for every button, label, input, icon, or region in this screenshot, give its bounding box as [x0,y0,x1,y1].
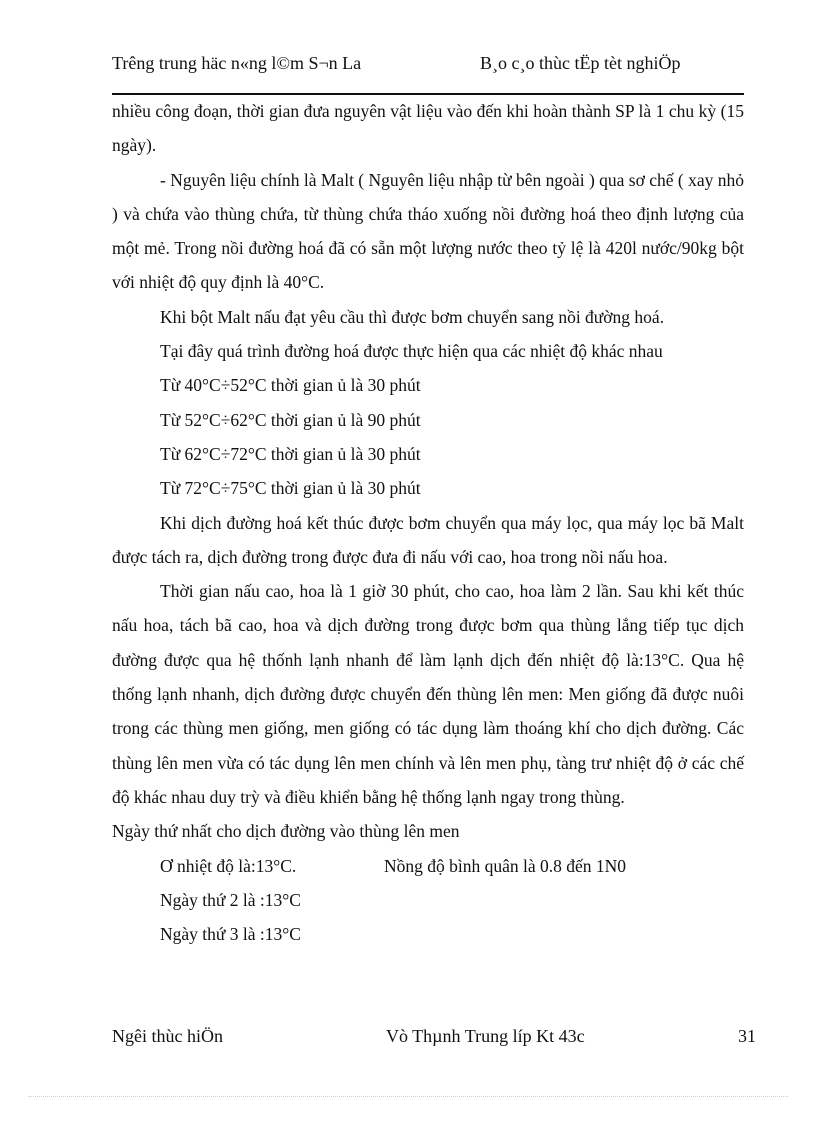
paragraph-hop-boiling: Thời gian nấu cao, hoa là 1 giờ 30 phút, cho cao, hoa làm 2 lần. Sau khi kết thúc nấu hoa, tách bã cao, hoa và dịch đường trong được bơm qua thùng lắng tiếp tục dịch đường được qua hệ thốnh lạnh nhanh để làm lạnh dịch đến nhiệt độ là:13°C. Qua hệ thống lạnh nhanh, dịch đường được chuyển đến thùng lên men: Men giống đã được nuôi trong các thùng men giống, men giống có tác dụng làm thoáng khí cho dịch đường. Các thùng lên men vừa có tác dụng lên men chính và lên men phụ, tàng trư nhiệt độ ở các chế độ khác nhau duy trỳ và điều khiển bằng hệ thống lạnh ngay trong thùng. [112,581,744,807]
footer-author-label: Ngêi thùc hiÖn [112,1026,223,1046]
temperature-step-4: Từ 72°C÷75°C thời gian ủ là 30 phút [160,478,421,499]
paragraph-filtering: Khi dịch đường hoá kết thúc được bơm chuyển qua máy lọc, qua máy lọc bã Malt được tách ra, dịch đường trong được đưa đi nấu với cao, hoa trong nồi nấu hoa. [112,512,744,567]
concentration-value: Nồng độ bình quân là 0.8 đến 1N0 [384,855,627,876]
page-header [112,53,744,81]
temperature-step-1: Từ 40°C÷52°C thời gian ủ là 30 phút [160,375,421,396]
paragraph-first-day: Ngày thứ nhất cho dịch đường vào thùng lên men [112,821,460,842]
document-body [112,94,744,951]
temperature-step-3: Từ 62°C÷72°C thời gian ủ là 30 phút [160,443,421,464]
page-bottom-border [28,1096,788,1097]
paragraph-malt-cooking: Khi bột Malt nấu đạt yêu cầu thì được bơm chuyển sang nồi đường hoá. [160,306,665,327]
temperature-step-2: Từ 52°C÷62°C thời gian ủ là 90 phút [160,409,421,430]
page-number: 31 [738,1026,756,1046]
footer-author-name: Vò Thµnh Trung líp Kt 43c [386,1026,585,1046]
day-2-line: Ngày thứ 2 là :13°C [160,889,301,910]
temperature-concentration-row [112,849,744,883]
day-3-line: Ngày thứ 3 là :13°C [160,924,301,945]
paragraph-saccharification-intro: Tại đây quá trình đường hoá được thực hiện qua các nhiệt độ khác nhau [160,341,663,362]
paragraph-continuation: nhiều công đoạn, thời gian đưa nguyên vật liệu vào đến khi hoàn thành SP là 1 chu kỳ (15 ngày). [112,101,744,156]
header-report-title: B¸o c¸o thùc tËp tèt nghiÖp [480,53,681,73]
page-footer [112,1026,756,1052]
header-school-name: Trêng trung häc n«ng l©m S¬n La [112,53,362,73]
paragraph-raw-material: - Nguyên liệu chính là Malt ( Nguyên liệu nhập từ bên ngoài ) qua sơ chế ( xay nhỏ ) và chứa vào thùng chứa, từ thùng chứa tháo xuống nồi đường hoá theo định lượng của một mẻ. Trong nồi đường hoá đã có sẵn một lượng nước theo tỷ lệ là 420l nước/90kg bột với nhiệt độ quy định là 40°C. [112,169,744,293]
temperature-value: Ơ nhiệt độ là:13°C. [160,855,297,876]
